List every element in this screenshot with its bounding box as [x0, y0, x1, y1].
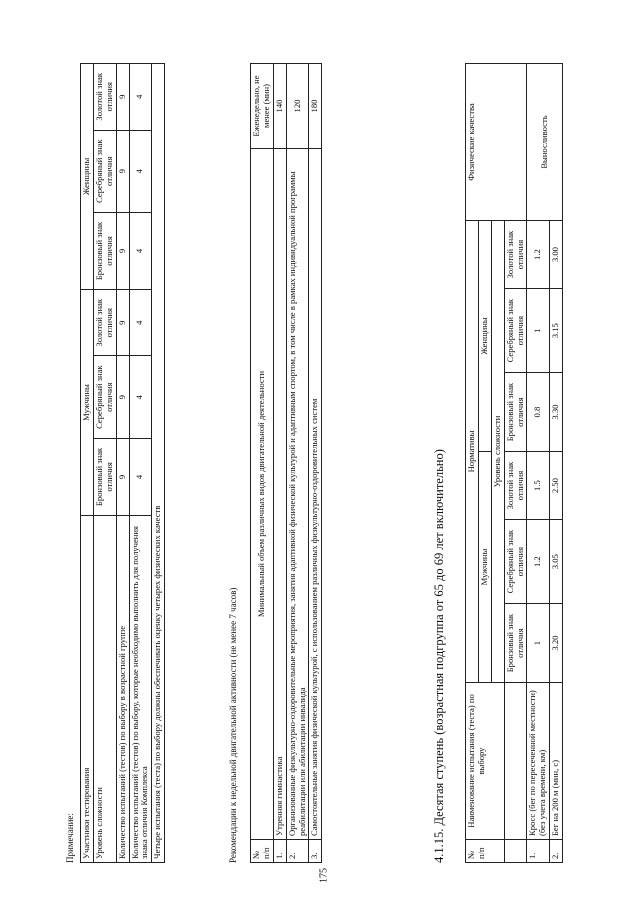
badge-bronze: Бронзовый знак отличия — [504, 604, 527, 683]
table-row: 1. Кросс (бег по пересеченной местности) (без учета времени, км) 1 1.2 1.5 0.8 1 1.2 Выносливость — [527, 64, 550, 863]
table-row: 2. Бег на 200 м (мин, с) 3.20 3.05 2.50 3.30 3.15 3.00 — [550, 64, 563, 863]
badge-bronze: Бронзовый знак отличия — [93, 438, 116, 515]
quality-header: Физические качества — [466, 64, 527, 221]
page-number: 175 — [318, 868, 330, 883]
recommendations-title: Рекомендации к недельной двигательной активности (не менее 7 часов) — [228, 587, 238, 863]
norms-table — [465, 63, 563, 863]
table-row: 1. Утренняя гимнастика 140 — [273, 64, 286, 863]
time-header: Еженедельно, не менее (мин) — [251, 64, 274, 149]
men-header: Мужчины — [81, 290, 94, 516]
num-header: № п/п — [251, 840, 274, 863]
badge-silver: Серебряный знак отличия — [504, 520, 527, 604]
note-table — [80, 63, 165, 863]
table-row: 2. Организованные физкультурно-оздоровительные мероприятия, занятия адаптивной физической культурой и адаптивным спортом, в том числе в рамках индивидуальной программы реабилитации или абилитации инвалида 120 — [286, 64, 309, 863]
badge-bronze: Бронзовый знак отличия — [93, 212, 116, 289]
badge-gold: Золотой знак отличия — [93, 64, 116, 131]
men-header: Мужчины — [478, 452, 491, 683]
table-row: Количество испытаний (тестов) по выбору, которые необходимо выполнить для получения знака отличия Комплекса 4 4 4 4 4 4 — [129, 64, 152, 863]
note-footer: Четыре испытания (теста) по выбору должны обеспечивать оценку четырех физических качеств — [152, 64, 165, 863]
table-row: Количество испытаний (тестов) по выбору в возрастной группе 9 9 9 9 9 9 — [116, 64, 129, 863]
participants-header: Участники тестирования — [81, 516, 94, 863]
rotated-content — [60, 40, 620, 885]
badge-gold: Золотой знак отличия — [504, 452, 527, 520]
note-title: Примечание: — [65, 813, 75, 863]
table-row — [152, 64, 165, 863]
norms-header: Нормативы — [466, 221, 479, 683]
badge-silver: Серебряный знак отличия — [93, 130, 116, 212]
badge-silver: Серебряный знак отличия — [93, 356, 116, 438]
badge-gold: Золотой знак отличия — [93, 290, 116, 356]
women-header: Женщины — [81, 64, 94, 290]
badge-bronze: Бронзовый знак отличия — [504, 373, 527, 452]
num-header: № п/п — [466, 840, 505, 863]
level-header: Уровень сложности — [491, 221, 504, 683]
level-header: Уровень сложности — [93, 516, 116, 863]
badge-silver: Серебряный знак отличия — [504, 289, 527, 373]
quality-value: Выносливость — [527, 64, 563, 221]
badge-gold: Золотой знак отличия — [504, 221, 527, 289]
section-title: 4.1.15. Десятая ступень (возрастная подгруппа от 65 до 69 лет включительно) — [432, 449, 446, 863]
table-row: 3. Самостоятельные занятия физической культурой, с использованием различных физкультурно-оздоровительных систем 180 — [309, 64, 322, 863]
activity-header: Минимальный объем различных видов двигательной деятельности — [251, 149, 274, 840]
women-header: Женщины — [478, 221, 491, 452]
test-name-header: Наименование испытания (теста) по выбору — [466, 683, 505, 840]
recommendations-table — [250, 63, 322, 863]
